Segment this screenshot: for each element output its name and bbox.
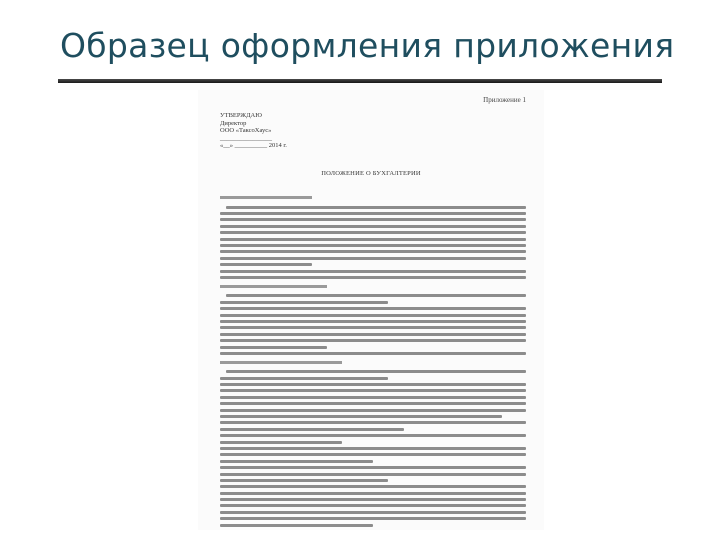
approval-line: УТВЕРЖДАЮ <box>220 112 262 119</box>
approval-position: Директор <box>220 119 247 127</box>
document-body <box>220 192 526 528</box>
section-heading <box>220 196 526 204</box>
text-line <box>220 350 526 356</box>
approval-signature-line: ________________ <box>220 134 272 142</box>
approval-block <box>220 112 287 150</box>
appendix-label: Приложение 1 <box>483 96 526 104</box>
slide-title: Образец оформления приложения <box>60 26 675 65</box>
section-heading <box>220 361 526 369</box>
section-heading <box>220 285 526 293</box>
approval-date: «__» __________ 2014 г. <box>220 142 287 149</box>
approval-company: ООО «ТаксоХаус» <box>220 127 272 134</box>
document-heading: ПОЛОЖЕНИЕ О БУХГАЛТЕРИИ <box>321 170 421 177</box>
title-underline <box>58 79 662 83</box>
text-line <box>220 522 526 528</box>
text-line <box>220 274 526 280</box>
document-page <box>198 90 544 530</box>
